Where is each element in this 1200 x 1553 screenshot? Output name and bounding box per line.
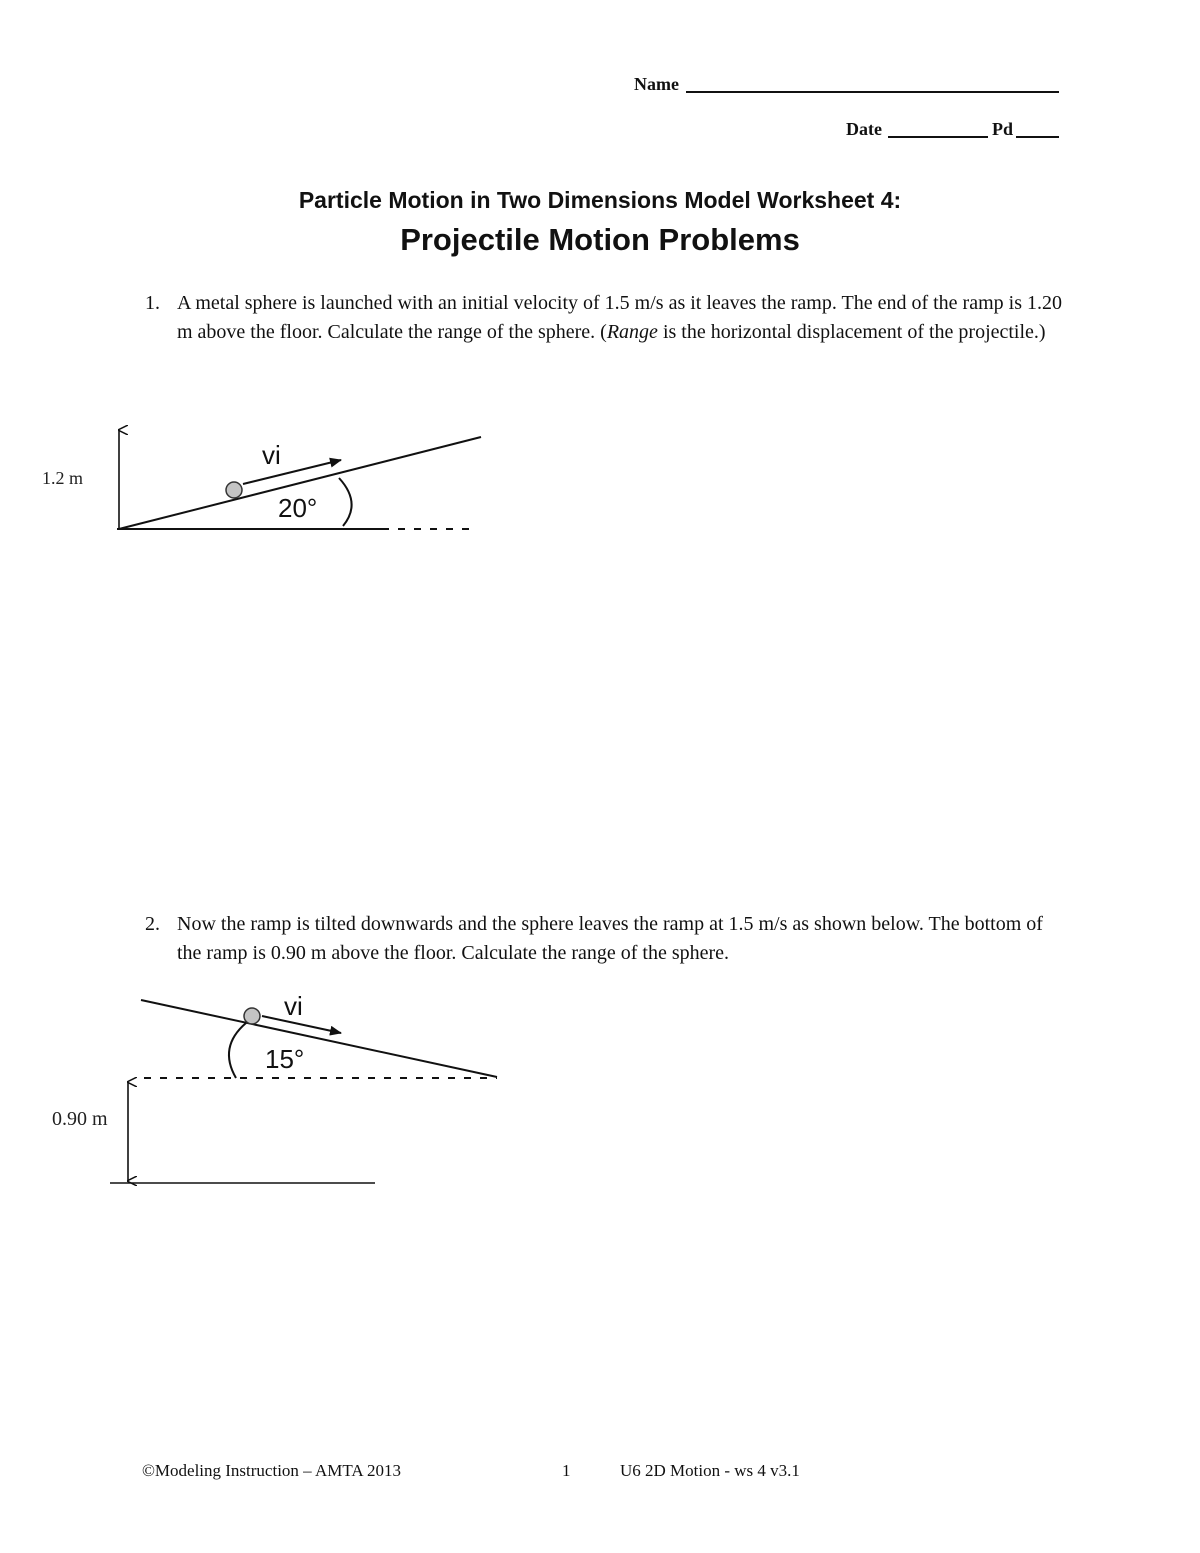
ramp-2	[141, 1000, 497, 1077]
sphere-2	[244, 1008, 260, 1024]
angle-label-2: 15°	[265, 1044, 305, 1074]
height-label-1: 1.2 m	[42, 468, 84, 488]
period-label: Pd	[992, 119, 1014, 139]
date-label: Date	[846, 119, 882, 139]
name-label: Name	[634, 74, 679, 94]
height-label-2: 0.90 m	[52, 1108, 108, 1130]
velocity-arrow-1	[243, 460, 341, 484]
angle-label-1: 20°	[278, 493, 318, 523]
angle-arc-1	[339, 478, 352, 526]
footer-copyright: ©Modeling Instruction – AMTA 2013	[142, 1461, 401, 1480]
problem-2-diagram	[0, 985, 560, 1195]
problem-2-text: Now the ramp is tilted downwards and the sphere leaves the ramp at 1.5 m/s as shown below. The bottom of the ramp is 0.90 m above the floor. Calculate the range of the sphere.	[177, 913, 1043, 964]
sphere-1	[226, 482, 242, 498]
angle-arc-2	[229, 1023, 246, 1078]
worksheet-title: Particle Motion in Two Dimensions Model Worksheet 4:	[298, 187, 902, 213]
footer-page-number: 1	[562, 1461, 571, 1480]
period-field[interactable]	[1016, 136, 1059, 138]
name-field[interactable]	[686, 91, 1059, 93]
footer-doc-id: U6 2D Motion - ws 4 v3.1	[620, 1461, 800, 1480]
problem-1-text	[177, 289, 1067, 347]
date-field[interactable]	[888, 136, 988, 138]
problem-1-number: 1.	[145, 292, 160, 314]
worksheet-subtitle: Projectile Motion Problems	[400, 222, 800, 257]
problem-2-number: 2.	[145, 913, 160, 935]
velocity-label-1: vi	[262, 440, 281, 470]
problem-1-diagram	[0, 400, 560, 560]
problem-1-text-start: A metal sphere is launched with an initial velocity of 1.5 m/s as it leaves the ramp. The end of the ramp is 1.20 m above the floor. Calculate the range of the sphere. (	[177, 292, 1062, 343]
problem-1-range-term: Range	[606, 321, 658, 343]
problem-1-text-end: is the horizontal displacement of the projectile.)	[657, 321, 1046, 343]
velocity-label-2: vi	[284, 991, 303, 1021]
